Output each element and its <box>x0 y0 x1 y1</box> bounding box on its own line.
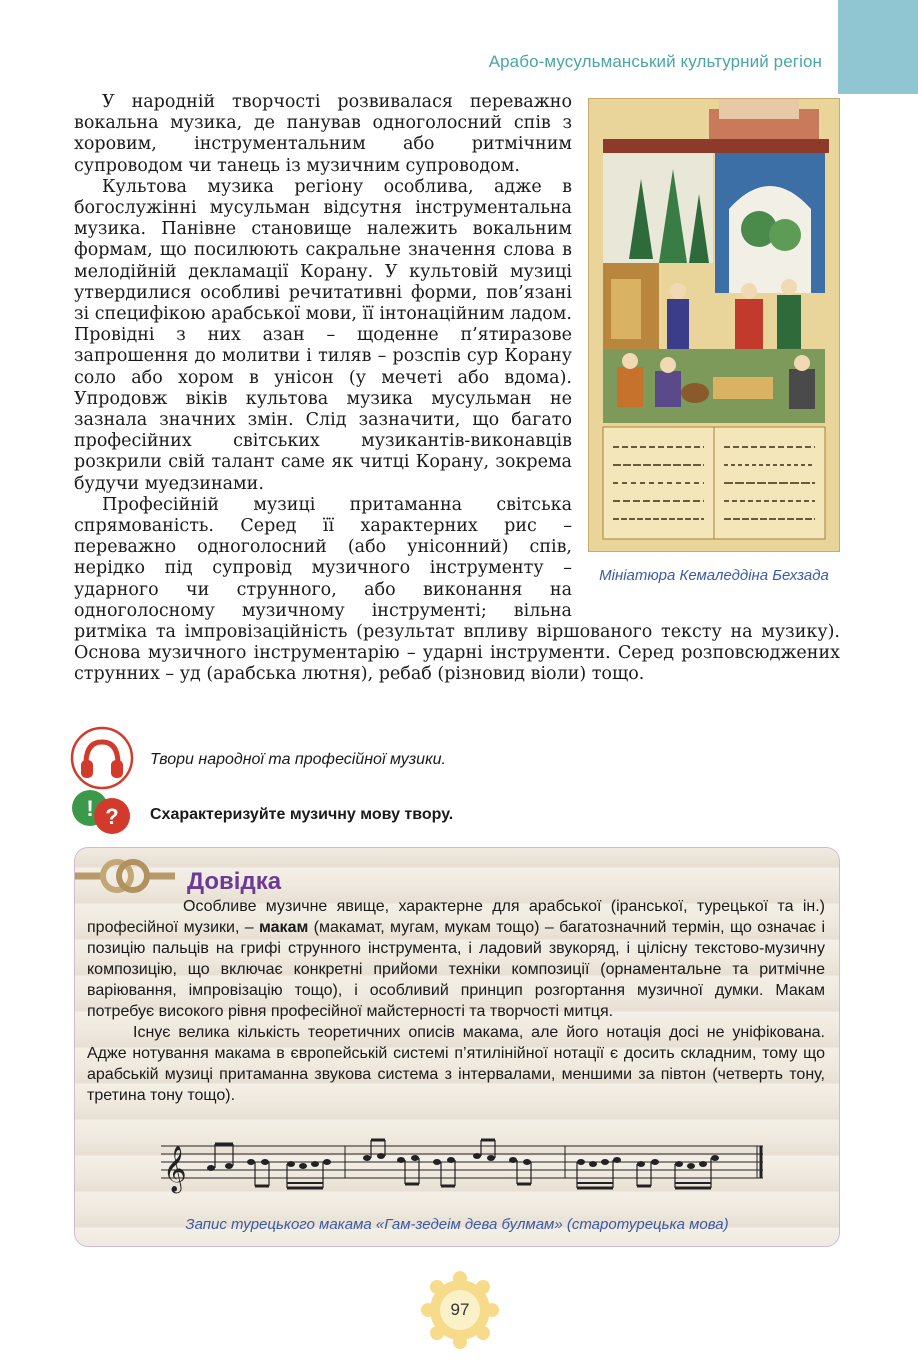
miniature-image <box>588 98 840 552</box>
reference-p2: Існує велика кількість теоретичних описів макама, але його нотація досі не уніфікована. Адже нотування макама в європейській системі п’ятилінійної нотації є досить складним, тому що арабській музиці притаманна звукова система з інтервалами, меншими за півтон (четверть тону, третина тону тощо). <box>87 1024 825 1104</box>
activity-task <box>70 788 453 842</box>
paragraph-professional-music: Професійній музиці притаманна світська спрямованість. Серед її характерних рис – переважно одноголосний (або унісонний) спів, нерідко під супровід музичного інструменту – ударного чи струнного, або виконання на одноголосному музичному інструменті; вільна ритміка та імпровізаційність (результат впливу віршованого тексту на музику). Основа музичного інструментарію – ударні інструменти. Серед розповсюджених струнних – уд (арабська лютня), ребаб (різновид віоли) тощо. <box>74 494 840 685</box>
svg-text:𝄞: 𝄞 <box>163 1146 187 1192</box>
reference-title: Довідка <box>187 868 282 895</box>
svg-text:!: ! <box>86 796 94 821</box>
reference-text <box>87 896 825 1106</box>
reference-box <box>74 847 840 1247</box>
question-icon <box>70 788 134 842</box>
music-score <box>161 1138 763 1194</box>
rope-knot-icon <box>75 854 175 902</box>
svg-text:?: ? <box>105 804 119 829</box>
activity-listen-label: Твори народної та професійної музики. <box>150 751 446 768</box>
term-maqam: макам <box>259 919 309 936</box>
reference-p1-start: Особливе музичне явище, характерне для арабської (іранської, турецької та ін.) професійної музики, – <box>87 898 825 936</box>
page-number-badge <box>420 1270 500 1350</box>
page-number: 97 <box>450 1300 470 1319</box>
paragraph-cult-music: Культова музика регіону особлива, адже в богослужінні мусульман відсутня інструментальна музика. Панівне становище належить вокальним формам, що посилюють сакральне значення слова в мелодійній декламації Корану. У культовій музиці утвердилися особливі речитативні форми, пов’язані зі специфікою арабської мови, її інтонаційним ладом. Провідні з них азан – щоденне п’ятиразове запрошення до молитви і тиляв – розспів сур Корану соло або хором в унісон (у мечеті або вдома). Упродовж віків культова музика мусульман не зазнала значних змін. Слід зазначити, що багато професійних світських музикантів-виконавців розкрили свій талант саме як читці Корану, зокрема будучи муедзинами. <box>74 176 572 494</box>
figure <box>588 92 840 610</box>
reference-p1-end: (макамат, мугам, мукам тощо) – багатозначний термін, що означає і позицію пальців на грифі струнного інструмента, і ладовий звукоряд, і цілісну текстово-музичну композицію, що включає конкретні прийоми техніки композиції (орнаментальне та ритмічне варіювання, імпровізацію тощо), і особливий принцип розгортання музичної думки. Макам потребує високого рівня професійної майстерності та творчості митця. <box>87 919 825 1020</box>
body-text <box>74 92 840 686</box>
running-header: Арабо-мусульманський культурний регіон <box>488 52 822 71</box>
activity-listen <box>70 726 446 794</box>
activity-task-label: Схарактеризуйте музичну мову твору. <box>150 806 454 823</box>
figure-caption: Мініатюра Кемаледдіна Бехзада <box>599 567 829 584</box>
score-caption: Запис турецького макама «Гам-зедеім дева булмам» (старотурецька мова) <box>185 1216 729 1233</box>
corner-tab <box>838 0 918 94</box>
paragraph-folk-music: У народній творчості розвивалася переважно вокальна музика, де панував одноголосний спів з хоровим, інструментальним або ритмічним супроводом чи танець із музичним супроводом. <box>74 92 572 176</box>
headphones-icon <box>70 726 134 794</box>
